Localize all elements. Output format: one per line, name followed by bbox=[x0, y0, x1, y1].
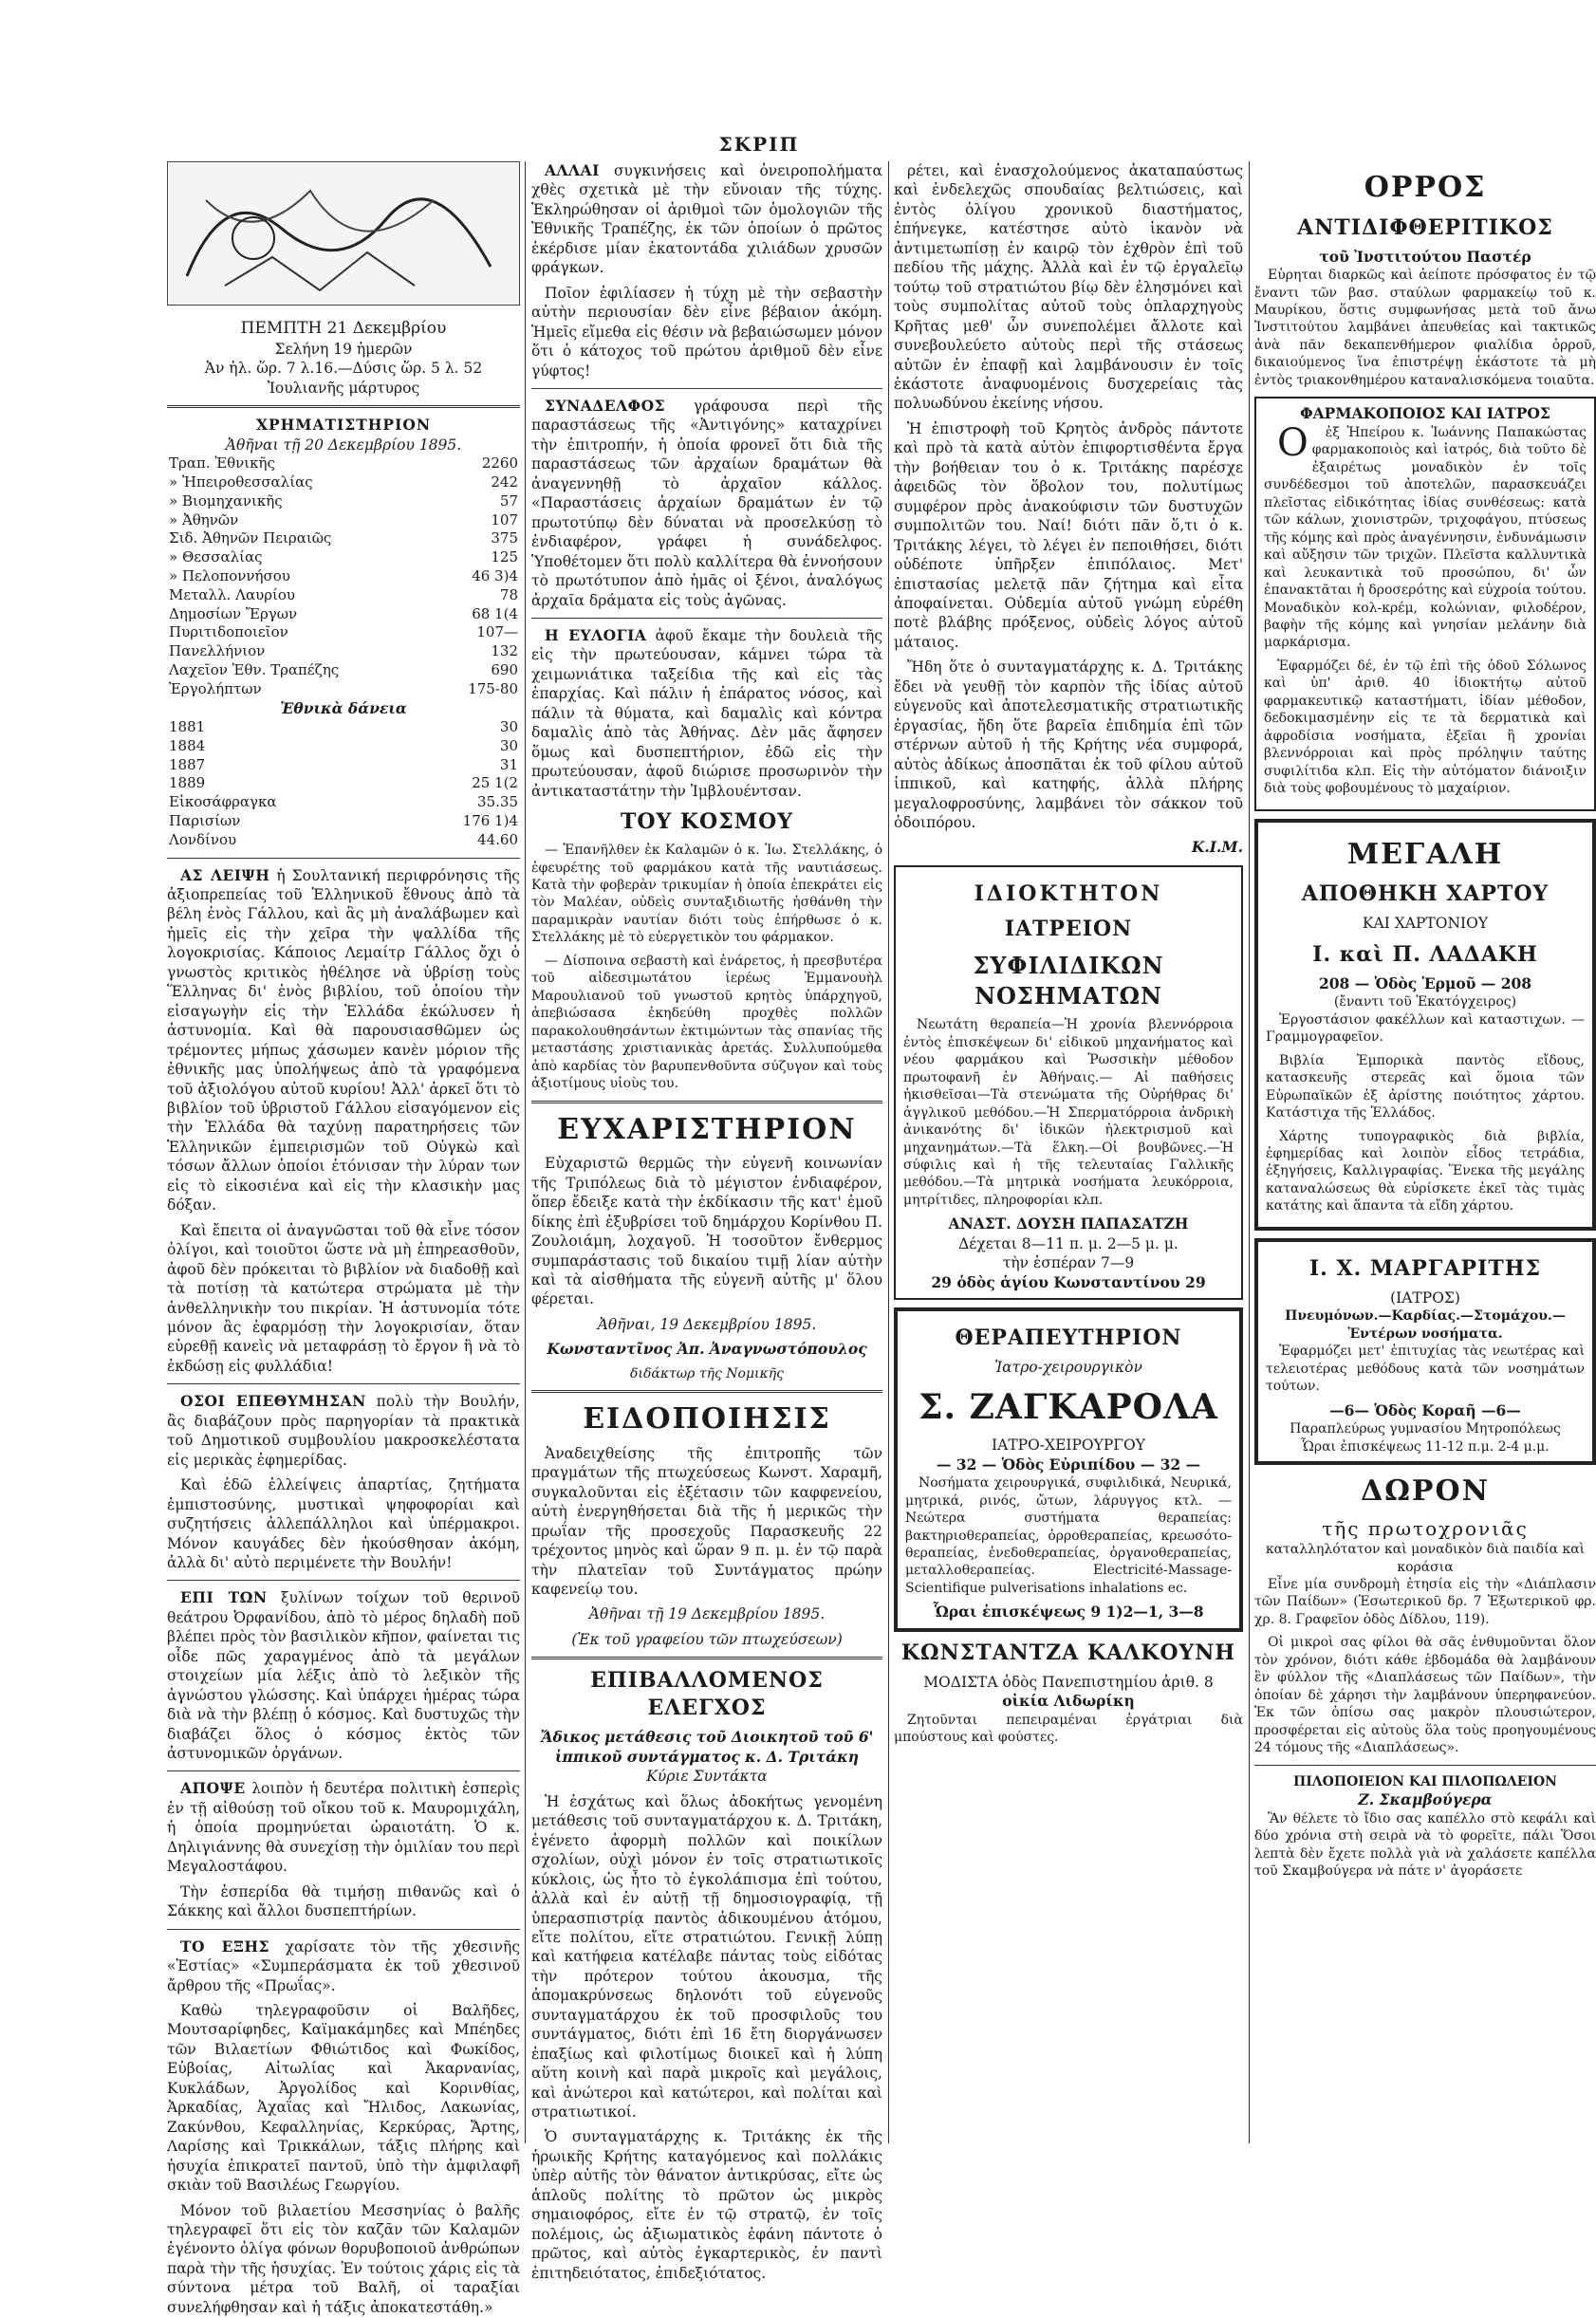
ad-text: Εἶνε μία συνδρομὴ ἐτησία εἰς τὴν «Διάπλασιν τῶν Παίδων» (Ἐσωτερικοῦ δρ. 7 Ἐξωτερικοῦ φρ. χρ. 8. Γραφεῖον ὁδὸς Δίδλου, 119). bbox=[1254, 1576, 1596, 1627]
address: 208 — Ὁδὸς Ἑρμοῦ — 208 bbox=[1318, 973, 1532, 992]
table-row bbox=[167, 774, 520, 793]
column-1 bbox=[167, 161, 521, 2316]
row-value: 242 bbox=[491, 473, 518, 491]
ad-title: ΑΠΟΘΗΚΗ ΧΑΡΤΟΥ bbox=[1301, 881, 1550, 907]
date-line: Ἀθῆναι, 19 Δεκεμβρίου 1895. bbox=[597, 1315, 817, 1333]
ad-title: ΦΑΡΜΑΚΟΠΟΙΟΣ ΚΑΙ ΙΑΤΡΟΣ bbox=[1300, 404, 1550, 423]
row-label: » Πελοποννήσου bbox=[169, 566, 290, 584]
row-label: 1887 bbox=[169, 755, 206, 773]
row-label: 1889 bbox=[169, 774, 206, 792]
ad-text: Ἂν θέλετε τὸ ἴδιο σας καπέλλο στὸ κεφάλι καὶ δύο χρόνια στὴ σειρὰ νὰ τὸ φορεῖτε, πάλι Ὅσοι λεπτὰ δὲν ἔχετε πολλὰ γιὰ νὰ χαλάσετε καπέλλα τοῦ Σκαμβούγερα νὰ πάτε ν' ἀγοράσετε bbox=[1254, 1810, 1596, 1879]
address: (ἔναντι τοῦ Ἐκατόγχειρος) bbox=[1333, 994, 1517, 1010]
row-value: 176 1)4 bbox=[462, 811, 518, 829]
clinic-ad bbox=[894, 865, 1243, 1300]
ad-title: ΔΩΡΟΝ bbox=[1360, 1474, 1491, 1509]
ad-title: ΘΕΡΑΠΕΥΤΗΡΙΟΝ bbox=[955, 1325, 1182, 1351]
row-value: 107 bbox=[491, 510, 518, 528]
ad-text: Χάρτης τυπογραφικὸς διὰ βιβλία, ἐφημερίδας καὶ λοιπὸν εἶδος τετράδια, ἐξηγήσεις, Καλλιγραφίας. Ἕνεκα τῆς μεγάλης καταναλώσεως θὰ εὑρίσκετε ἐκεῖ τὰς τιμὰς κατάτης καὶ ἅπαντα τὰ εἴδη χάρτου. bbox=[1266, 1128, 1585, 1214]
article-paragraph: — Ἐπανῆλθεν ἐκ Καλαμῶν ὁ κ. Ἰω. Στελλάκης, ὁ ἐφευρέτης τοῦ φαρμάκου κατὰ τῆς ναυτιάσεως. Κατὰ τὴν φοβερὰν τρικυμίαν ἡ ὁποία ἐπεκράτει εἰς τὸν Μαλέαν, οὐδεὶς συνταξιδιωτῆς ἠσθάνθη τὴν παραμικρὰν ναυτίαν διότι τοὺς ἐπήρθωσε ὁ κ. Στελλάκης μὲ τὸ εὐεργετικὸν του φάρμακον. bbox=[531, 843, 882, 946]
row-value: 44.60 bbox=[477, 830, 518, 848]
ad-subtitle: (ΙΑΤΡΟΣ) bbox=[1390, 1288, 1460, 1307]
table-row bbox=[167, 831, 520, 850]
article-paragraph bbox=[531, 397, 882, 610]
ad-subtitle: Ζ. Σκαμβούγερα bbox=[1358, 1790, 1493, 1809]
loans-title: Ἐθνικὰ δάνεια bbox=[280, 698, 407, 717]
ad-text: Νοσήματα χειρουργικά, συφιλιδικά, Νευρικά, μητρικά, ρινός, ὤτων, λάρυγγος κτλ. — Νεώτερα συστήματα θεραπείας: βακτηριοθεραπείας, ὀρροθεραπείας, κρεωσότο-θεραπείας, ἐνεδοθεραπείας, ὀργανοθεραπείας, μεταλλοθεραπείας. Electricité-Massage-Scientifique pulverisations inhalations ec. bbox=[905, 1475, 1232, 1596]
column-rule bbox=[888, 161, 889, 2143]
row-value: 375 bbox=[491, 529, 518, 547]
row-label: » Βιομηχανικῆς bbox=[169, 491, 283, 510]
row-label: » Ἠπειροθεσσαλίας bbox=[169, 473, 313, 491]
column-rule bbox=[1249, 161, 1250, 2143]
table-row bbox=[167, 756, 520, 775]
article-paragraph: Καὶ ἐδῶ ἐλλείψεις ἀπαρτίας, ζητήματα ἐμπιστοσύνης, μυστικαὶ ψηφοφορίαι καὶ συζητήσεις ἀλλεπάλληλοι καὶ ὑπέρμακροι. Μόνον καυγάδες δὲν ἠκούσθησαν ἀκόμη, ἀλλὰ δι' αὐτὸ περιμένετε τὴν Βουλήν! bbox=[167, 1476, 520, 1571]
article-lead: ΑΛΛΑΙ bbox=[545, 161, 600, 179]
masthead-illustration bbox=[167, 161, 520, 306]
row-label: » Ἀθηνῶν bbox=[169, 510, 239, 528]
article-text: ἡ Σουλτανική περιφρόνησις τῆς ἀξιοπρεπείας τοῦ Ἑλληνικοῦ ἔθνους ἀπὸ τὰ βέλη ἑνὸς Γάλλου, καὶ ἂς μὴ ἀναλάβωμεν καὶ ἡμεῖς εἰς τὴν χεῖρα τὴν ψαλλίδα τῆς λογοκρισίας. Κάποιος Λεμαίτρ Γάλλος ὄχι ὁ γνωστὸς κριτικὸς ἠθέλησε νὰ ὑβρίσῃ τοὺς Ἕλληνας δι' ἑνὸς βιβλίου, τοῦ ὁποίου τὴν εἰσαγωγὴν εἰς τὴν Ἑλλάδα ἐκώλυσεν ἡ ἀστυνομία. Καὶ θὰ παρουσιασθῶμεν ὡς τρέμοντες μήπως χάσωμεν κανὲν μόριον τῆς ἐθνικῆς μας ὑπολήψεως ἀπὸ τὰ γραφόμενα τοῦ ἀξιολόγου αὐτοῦ κυρίου! Ἀλλ' ἀρκεῖ ὅτι τὸ βιβλίον τοῦ ὑβριστοῦ Γάλλου εἰσαγόμενον εἰς τὴν Ἑλλάδα θὰ ταχύνῃ παρατηρήσεις τῶν Ἑλληνικῶν ἐμπειρισμῶν τοῦ Οὐγκὼ καὶ τόσων ἄλλων ὁποίοι ἐτόνισαν τὴν λύραν των εἰς τὸ εἰκοσιένα καὶ εἰς τὴν κλασικὴν μας δόξαν. bbox=[167, 866, 520, 1214]
article-paragraph bbox=[167, 1779, 520, 1876]
address: — 32 — Ὁδὸς Εὐριπίδου — 32 — bbox=[936, 1455, 1201, 1474]
ad-subtitle: Πνευμόνων.—Καρδίας.—Στομάχου.—Ἐντέρων νοσήματα. bbox=[1285, 1308, 1566, 1342]
table-row bbox=[167, 605, 520, 624]
row-value: 2260 bbox=[481, 454, 518, 473]
section-title: ΕΠΙΒΑΛΛΟΜΕΝΟΣ ΕΛΕΓΧΟΣ bbox=[590, 1668, 824, 1721]
table-row bbox=[167, 680, 520, 699]
table-row bbox=[167, 548, 520, 567]
ad-title: ΚΩΝΣΤΑΝΤΖΑ ΚΑΛΚΟΥΝΗ bbox=[900, 1640, 1236, 1665]
article-paragraph: Ἀναδειχθείσης τῆς ἐπιτροπῆς τῶν πραγμάτων τῆς πτωχεύσεως Κωνστ. Χαραμῆ, συγκαλοῦνται εἰς ἐξέτασιν τῶν καφφενείου, αὐτὴ ἐνεργηθήσεται διὰ τῆς ἡ μερικῶς τὴν πρωΐαν τῆς προσεχοῦς Παρασκευῆς 22 τρέχοντος μηνὸς καὶ ὥραν 9 π. μ. ἐν τῷ παρὰ τὴν πλατεῖαν τοῦ Συντάγματος πρώην καφενείῳ του. bbox=[531, 1444, 882, 1598]
article-paragraph bbox=[167, 1937, 520, 1995]
drop-cap: Ο bbox=[1277, 420, 1308, 465]
row-label: Εἰκοσάφραγκα bbox=[169, 793, 277, 811]
ad-subtitle: τῆς πρωτοχρονιᾶς bbox=[1322, 1516, 1529, 1540]
doctor-ad bbox=[1254, 1238, 1596, 1465]
article-lead: ΑΣ ΛΕΙΨΗ bbox=[180, 865, 270, 884]
row-value: 78 bbox=[499, 585, 518, 603]
row-label: Τραπ. Ἐθνικῆς bbox=[169, 454, 275, 473]
row-value: 690 bbox=[491, 660, 518, 678]
article-lead: ΤΟ ΕΞΗΣ bbox=[180, 1937, 269, 1956]
article-paragraph: ρέτει, καὶ ἐνασχολούμενος ἀκαταπαύστως καὶ ἐνδελεχῶς σπουδαίας βελτιώσεις, καὶ ἐντὸς ὀλίγου χρονικοῦ διαστήματος, ἐπήνεγκε, κατέστησε αὐτὸ ἱκανὸν νὰ ἀντιμετωπίσῃ ἐν καιρῷ τὸν ἐχθρὸν ἐπὶ τοῦ πεδίου τῆς μάχης. Ἀλλὰ καὶ ἐν τῷ ἐργαλεῖῳ τούτῳ τοῦ στρατιώτου βίῳ δὲν ἐλησμόνει καὶ τοὺς συμπολίτας αὐτοῦ τοὺς ὁπλαρχηγοὺς Κρῆτας μεθ' ὧν συνεπολέμει ἄλλοτε καὶ συνεβουλεύετο αὐτοὺς περὶ τῆς στάσεως αὐτῶν ἐν ἐπαφῇ καὶ λαμβάνουσιν ἐν τοῖς ἑκάστοτε ἀναφυομένοις δυσχερείαις τὰς πολυωδύνου ἐκείνης νήσου. bbox=[894, 162, 1243, 413]
therapy-ad bbox=[894, 1307, 1243, 1632]
saint-day: Ἰουλιανῆς μάρτυρος bbox=[267, 379, 420, 397]
ad-text: ἐξ Ἠπείρου κ. Ἰωάννης Παπακώστας φαρμακοποιὸς καὶ ἰατρός, διὰ τοῦτο δὲ ἐξαιρέτως μοναδικὸν ἐν τοῖς συνδέδεσμοι τοῦ ἀποτελῶν, παρασκευάζει πλεῖστας εἰδικότητας ἰδίας συνθέσεως: κατὰ τῶν κάλων, χιονιστρῶν, τριχοφάγου, πτύσεως τῆς κόμης καὶ πρὸς ἀναγέννησιν, ἐνδυνάμωσιν καὶ αὔξησιν τῶν τριχῶν. Πλεῖστα καλλυντικὰ καὶ λευκαντικὰ τοῦ προσώπου, δι' ὧν ἐπανακτᾶται ἡ δροσερότης καὶ εὐχροία τούτου. Μοναδικὸν κολ-κρέμ, κολώνιαν, φιλοδέρον, βαφὴν τῆς κόμης καὶ γνησίαν μελάνην διὰ μαρκάρισμα. bbox=[1264, 424, 1587, 651]
table-row bbox=[167, 473, 520, 492]
moon-phase: Σελήνη 19 ἡμερῶν bbox=[274, 340, 413, 358]
doctor-name: ΑΝΑΣΤ. ΔΟΥΣΗ ΠΑΠΑΣΑΤΖΗ bbox=[948, 1214, 1189, 1233]
row-value: 35.35 bbox=[477, 793, 518, 811]
ad-title: Σ. ΖΑΓΚΑΡΟΛΑ bbox=[919, 1386, 1218, 1427]
table-row bbox=[167, 718, 520, 737]
signature-role: διδάκτωρ τῆς Νομικῆς bbox=[630, 1365, 784, 1381]
table-row bbox=[167, 642, 520, 661]
table-row bbox=[167, 567, 520, 586]
ad-text: Ζητοῦνται πεπειραμέναι ἐργάτριαι διὰ μπούστους καὶ φούστες. bbox=[894, 1712, 1243, 1746]
signature: (Ἐκ τοῦ γραφείου τῶν πτωχεύσεων) bbox=[571, 1630, 843, 1648]
ad-text: Οἱ μικροὶ σας φίλοι θὰ σᾶς ἐνθυμοῦνται ὅλον τὸν χρόνον, διότι κάθε ἑβδομάδα θὰ λαμβάνουν ἓν φύλλον τῆς «Διαπλάσεως τῶν Παίδων», τὴν ὁποίαν δὲ χάρησι τὴν λαμβάνουν ὑπερηφανεύον. Ἐκ τῶν ὀπίσω σας μακρὸν πλουσιώτερον, προσφέρεται εἰς αὐτοὺς ὅλα τοὺς προηγουμένους 24 τόμους τῆς «Διαπλάσεως». bbox=[1254, 1635, 1596, 1756]
ad-title: ΑΝΤΙΔΙΦΘΕΡΙΤΙΚΟΣ bbox=[1297, 214, 1553, 240]
article-paragraph: Καθὼ τηλεγραφοῦσιν οἱ Βαλῆδες, Μουτσαρίφηδες, Καϊμακάμηδες καὶ Μπέηδες τῶν Βιλαετίων Φθιώτιδος καὶ Φωκίδος, Εὐβοίας, Αἰτωλίας καὶ Ἀκαρνανίας, Κυκλάδων, Ἀργολίδος καὶ Κορινθίας, Ἀρκαδίας, Ἀχαΐας καὶ Ἤλιδος, Λακωνίας, Ζακύνθου, Κεφαλληνίας, Κερκύρας, Ἄρτης, Λαρίσης καὶ Τρικκάλων, τάξις πλήρης καὶ ἡσυχία ἐπικρατεῖ παντοῦ, ὑπὸ τὴν ἀμφιλαφῆ σκιὰν τοῦ Βασιλέως Γεωργίου. bbox=[167, 2002, 520, 2195]
ad-title: ΣΥΦΙΛΙΔΙΚΩΝ ΝΟΣΗΜΑΤΩΝ bbox=[973, 951, 1164, 1010]
ad-text: Εὑρηται διαρκῶς καὶ ἀείποτε πρόσφατος ἐν τῷ ἔναντι τῶν βασ. σταύλων φαρμακείῳ τοῦ κ. Μαυρίκου, ὅστις συμφωνήσας μετὰ τοῦ ἄνω Ἰνστιτούτου λαμβάνει ἀπευθείας καὶ τακτικῶς ἀνὰ πᾶν δεκαπενθήμερον φιαλίδια ὀρροῦ, δικαιούμενος ἵνα ἐπιστρέψῃ ἑκάστοτε τὰ μὴ ἐντὸς τριακονθημέρου καταναλισκόμενα τοιαῦτα. bbox=[1254, 268, 1596, 388]
article-lead: ΕΠΙ ΤΩΝ bbox=[180, 1588, 268, 1607]
row-label: Λονδίνου bbox=[169, 830, 237, 848]
row-label: Δημοσίων Ἔργων bbox=[169, 604, 298, 622]
row-label: Παρισίων bbox=[169, 811, 241, 829]
row-value: 30 bbox=[499, 717, 518, 735]
row-label: Πανελλήνιον bbox=[169, 642, 266, 660]
column-3 bbox=[894, 161, 1243, 2143]
column-4 bbox=[1254, 161, 1596, 2143]
article-lead: ΑΠΟΨΕ bbox=[180, 1779, 246, 1798]
article-text: ξυλίνων τοίχων τοῦ θερινοῦ θεάτρου Ὀρφανίδου, ἀπὸ τὸ μέρος δηλαδὴ ποῦ βλέπει πρὸς τὸν βασιλικὸν κῆπον, φαίνεται τις οἶδε πῶς χαραγμένος ἀπὸ τὰ μεγάλων στοιχείων μία λέξις ἀπὸ τὸ λεξικὸν τῆς ἀγνώστου γλώσσης. Καὶ ὑπάρχει ἡμέρας τώρα διὰ νὰ τὴν βλέπῃ ὁ κόσμος. Καὶ δυστυχῶς τὴν διαβάζει ὅλος ὁ κόσμος ἐκτὸς τῶν ἀστυνομικῶν ὀργάνων. bbox=[167, 1589, 521, 1763]
sun-times: Ἀν ἡλ. ὥρ. 7 λ.16.—Δύσις ὥρ. 5 λ. 52 bbox=[204, 360, 483, 378]
section-title: ΤΟΥ ΚΟΣΜΟΥ bbox=[621, 809, 793, 835]
ad-text: Ἐργοστάσιον φακέλλων καὶ καταστιχων. — Γραμμογραφεῖον. bbox=[1266, 1011, 1585, 1046]
address: ΜΟΔΙΣΤΑ ὁδὸς Πανεπιστημίου ἀριθ. 8 bbox=[923, 1673, 1214, 1691]
article-text: χαρίσατε τὸν τῆς χθεσινῆς «Ἑστίας» «Συμπεράσματα ἐκ τοῦ χθεσινοῦ ἄρθρου τῆς «Πρωΐας». bbox=[167, 1937, 520, 1994]
row-label: Λαχεῖον Ἐθν. Τραπέζης bbox=[169, 660, 340, 678]
ad-title: ΙΑΤΡΕΙΟΝ bbox=[1004, 916, 1133, 941]
table-row bbox=[167, 812, 520, 831]
stock-table bbox=[167, 454, 520, 698]
row-value: 46 3)4 bbox=[472, 566, 518, 584]
row-value: 175-80 bbox=[468, 679, 518, 697]
article-lead: Η ΕΥΛΟΓΙΑ bbox=[545, 625, 647, 644]
row-label: Πυριτιδοποιεῖον bbox=[169, 623, 288, 641]
article-text: λοιπὸν ἡ δευτέρα πολιτικὴ ἑσπερὶς ἐν τῇ αἰθούσῃ τοῦ οἴκου τοῦ κ. Μαυρομιχάλη, ἡ ὁποία προμηνύεται ὡραιοτάτη. Ὁ κ. Δηλιγιάννης θὰ συνεχίσῃ τὴν ὁμιλίαν του περὶ Μεγαλοστάφου. bbox=[167, 1780, 520, 1876]
loans-table bbox=[167, 718, 520, 850]
signature: Κωνσταντῖνος Ἀπ. Ἀναγνωστόπουλος bbox=[547, 1340, 867, 1359]
table-row bbox=[167, 454, 520, 473]
article-paragraph: Ποῖον ἐφιλίασεν ἡ τύχη μὲ τὴν σεβαστὴν αὐτὴν περιουσίαν δὲν εἶνε βέβαιον ἀκόμη. Ἡμεῖς εἴμεθα εἰς θέσιν νὰ βεβαιώσωμεν μόνον ὅτι ὁ κάτοχος τοῦ πρώτου ἀριθμοῦ δὲν εἶνε γύφτος! bbox=[531, 284, 882, 380]
table-row bbox=[167, 492, 520, 511]
paper-warehouse-ad bbox=[1254, 819, 1596, 1231]
article-paragraph bbox=[167, 866, 520, 1215]
ad-title: Ι. καὶ Π. ΛΑΔΑΚΗ bbox=[1312, 941, 1538, 967]
row-value: 57 bbox=[499, 491, 518, 510]
hours: Δέχεται 8—11 π. μ. 2—5 μ. μ. bbox=[958, 1234, 1178, 1252]
table-row bbox=[167, 661, 520, 680]
row-value: 25 1(2 bbox=[472, 774, 518, 792]
hours: τὴν ἑσπέραν 7—9 bbox=[1002, 1254, 1135, 1272]
address: Παραπλεύρως γυμνασίου Μητροπόλεως bbox=[1290, 1421, 1561, 1437]
section-title: ΕΙΔΟΠΟΙΗΣΙΣ bbox=[583, 1402, 831, 1437]
article-lead: ΟΣΟΙ ΕΠΕΘΥΜΗΣΑΝ bbox=[180, 1392, 366, 1411]
article-paragraph: Ὁ συνταγματάρχης κ. Τριτάκης ἐκ τῆς ἡρωικῆς Κρήτης καταγόμενος καὶ πολλάκις ὑπὲρ αὐτῆς τὸν θάνατον ἀντικρύσας, εἴτε ὡς ἁπλοῦς πολίτης τὸ πρῶτον ὡς μικρὸς σημαιοφόρος, εἴτε ἐν τῷ στρατῷ, ἐν τοῖς πολέμοις, ὡς ἀξιωματικὸς ἐφάνη πάντοτε ὁ πρῶτος, καὶ αὐτὸς ἐγκαρτερικὸς, ἐν παντὶ ἐπιτηδειότατος, ἐπιδεξιότατος. bbox=[531, 2128, 882, 2282]
ad-title: ΙΔΙΟΚΤΗΤΟΝ bbox=[974, 880, 1163, 906]
ad-text: Ἐφαρμόζει μετ' ἐπιτυχίας τὰς νεωτέρας καὶ τελειοτέρας μεθόδους κατὰ τῶν νοσημάτων τούτων. bbox=[1266, 1344, 1585, 1395]
ad-subtitle: τοῦ Ἰνστιτούτου Παστέρ bbox=[1319, 247, 1531, 266]
address: —6— Ὁδὸς Κοραῆ —6— bbox=[1329, 1400, 1521, 1419]
article-paragraph: Τὴν ἑσπερίδα θὰ τιμήσῃ πιθανῶς καὶ ὁ Σάκκης καὶ ἄλλοι δυσπεπτήρίων. bbox=[167, 1882, 520, 1920]
ad-text: Νεωτάτη θεραπεία—Ἡ χρονία βλεννόρροια ἐντὸς ἐπισκέψεων δι' εἰδικοῦ μηχανήματος καὶ νέου φαρμάκου καὶ Ῥωσσικὴν μέθοδον πρωτοφανῆ ἐν Ἀθήναις.— Αἱ παθήσεις ἠκισθεῖσαι—Τὰ στενώματα τῆς Οὐρήθρας δι' ἀγγλικοῦ μεθόδου.—Ἡ Σπερματόρροια ἀνδρικὴ ἀνικανότης δι' ἰδικῶν ἠλεκτρισμοῦ καὶ μηχανημάτων.—Τὰ ἕλκη.—Οἱ βουβῶνες.—Ἡ σύφιλις καὶ ἡ τῆς τελευταίας Γαλλικῆς μεθόδου.—Τὰ μητρικὰ νοσήματα λευκόρροια, μητρίτιδες, πληροφορίαι κλπ. bbox=[903, 1017, 1234, 1208]
article-paragraph bbox=[167, 1588, 520, 1763]
ad-title: ΜΕΓΑΛΗ bbox=[1346, 837, 1504, 871]
market-date: Ἀθῆναι τῇ 20 Δεκεμβρίου 1895. bbox=[225, 436, 462, 454]
masthead: ΣΚΡΙΠ bbox=[718, 133, 800, 156]
issue-date: ΠΕΜΠΤΗ 21 Δεκεμβρίου bbox=[240, 319, 447, 339]
article-paragraph bbox=[167, 1392, 520, 1470]
table-row bbox=[167, 511, 520, 530]
article-lead: ΣΥΝΑΔΕΛΦΟΣ bbox=[545, 396, 666, 415]
row-value: 31 bbox=[499, 755, 518, 773]
ad-text bbox=[1264, 420, 1587, 652]
ad-title: ΠΙΛΟΠΟΙΕΙΟΝ ΚΑΙ ΠΙΛΟΠΩΛΕΙΟΝ bbox=[1293, 1773, 1557, 1789]
market-title: ΧΡΗΜΑΤΙΣΤΗΡΙΟΝ bbox=[255, 416, 431, 435]
table-row bbox=[167, 623, 520, 642]
ad-text: Ἐφαρμόζει δέ, ἐν τῷ ἐπὶ τῆς ὁδοῦ Σόλωνος καὶ ὑπ' ἀριθ. 40 ἰδιοκτήτῳ αὐτοῦ φαρμακευτικῷ καταστήματι, ἰδίαν μέθοδον, δεδοκιμασμένην εἰς τε τὰ δερματικὰ καὶ ἀφροδίσια νοσήματα, ἐξεῖαι ἢ χρονίαι βλεννόρροιαι καὶ πρὸς πρόληψιν ταύτης συφιλίτιδα κλπ. Εἰς τὴν αὐτόματον διάνοιξιν διὰ τοὺς φοβουμένους τὸ μαχαίριον. bbox=[1264, 658, 1587, 797]
pharmacist-ad bbox=[1254, 397, 1596, 810]
article-paragraph: — Δίσποινα σεβαστὴ καὶ ἐνάρετος, ἡ πρεσβυτέρα τοῦ αἰδεσιμωτάτου ἱερέως Ἐμμανουὴλ Μαρουλιανοῦ τοῦ γνωστοῦ κρητὸς ὑπάρχηγοῦ, ἀπεβιώσασα ἐκηδεύθη προχθὲς πολλῶν παρακολουθησάντων ἐκτιμώντων τὰς σπανίας τῆς μεταστάσης χριστιανικὰς ἀρετάς. Συλλυπούμεθα ἀπὸ καρδίας τὸν βαρυπενθοῦντα σύζυγον καὶ τοὺς ἀξιοτίμους υἱοὺς του. bbox=[531, 953, 882, 1092]
row-value: 132 bbox=[491, 642, 518, 660]
ad-text: Βιβλία Ἐμπορικὰ παντὸς εἴδους, κατασκευῆς στερεᾶς καὶ ὅμοια τῶν Εὐρωπαϊκῶν ἐξ ἀρίστης ποιότητος χάρτου. Κατάστιχα τῆς Ἑλλάδος. bbox=[1266, 1052, 1585, 1121]
ad-title: ΟΡΡΟΣ bbox=[1364, 171, 1487, 204]
row-label: 1881 bbox=[169, 717, 206, 735]
section-subtitle: Ἄδικος μετάθεσις τοῦ Διοικητοῦ τοῦ 6' ἱππικοῦ συντάγματος κ. Δ. Τριτάκη bbox=[540, 1728, 874, 1766]
article-text: πολὺ τὴν Βουλήν, ἂς διαβάζουν πρὸς παρηγορίαν τὰ πρακτικὰ τοῦ Δημοτικοῦ συμβουλίου μακροσκελέστατα εἰς μερικὰς ἐφημερίδας. bbox=[167, 1393, 520, 1469]
article-paragraph: Εὐχαριστῶ θερμῶς τὴν εὐγενῆ κοινωνίαν τῆς Τριπόλεως διὰ τὸ μέγιστον ἐνδιαφέρον, ὅπερ ἔδειξε κατὰ τὴν ἐκδίκασιν τῆς κατ' ἐμοῦ δίκης ἐπὶ ἐξυβρίσει τοῦ δημάρχου Κορίνθου Π. Ζουλοιάμη, λοχαγοῦ. Ἡ τοσοῦτον ἔνθερμος συμπαράστασις τοῦ δικαίου τιμῇ λίαν αὐτὴν καὶ τὰ αἰσθήματα τῆς εὐγενῆ αὐτῆς μ' ὅλου φέρεται. bbox=[531, 1155, 882, 1308]
article-paragraph bbox=[531, 626, 882, 801]
row-label: » Θεσσαλίας bbox=[169, 548, 263, 566]
address: 29 ὁδὸς ἁγίου Κωνσταντίνου 29 bbox=[931, 1272, 1206, 1291]
hours: Ὧραι ἐπισκέψεως 11-12 π.μ. 2-4 μ.μ. bbox=[1301, 1438, 1550, 1455]
article-paragraph: Ἤδη ὅτε ὁ συνταγματάρχης κ. Δ. Τριτάκης ἔδει νὰ γευθῇ τὸν καρπὸν τῆς ἰδίας αὐτοῦ εὐγενοῦς καὶ ἀποτελεσματικῆς στρατιωτικῆς ἐργασίας, ἤδη ὅτε βαρεῖα ἐπιδημία ἐπὶ τῶν στέρνων αὐτοῦ ἡ τῆς Κρήτης νέα συμφορά, αὐτὸς ἀδίκως ἀποσπᾶται ἐκ τοῦ φίλου αὐτοῦ ἱππικοῦ, καὶ κατηφής, ἀλλὰ πλήρης μεγαλοφροσύνης, λαμβάνει τὸν σάκκον τοῦ ὁδοιπόρου. bbox=[894, 658, 1243, 831]
ad-subtitle: καταλληλότατον καὶ μοναδικὸν διὰ παιδία καὶ κοράσια bbox=[1265, 1542, 1586, 1575]
hours: Ὧραι ἐπισκέψεως 9 1)2—1, 3—8 bbox=[933, 1603, 1204, 1622]
column-2 bbox=[531, 161, 883, 2282]
article-paragraph: Ἡ ἐσχάτως καὶ ὅλως ἀδοκήτως γενομένη μετάθεσις τοῦ συνταγματάρχου κ. Δ. Τριτάκη, ἐγένετο ἀφορμὴ πολλῶν καὶ ποικίλων σχολίων, οὐχὶ μόνον ἐν τοῖς στρατιωτικοῖς κύκλοις, ὡς ἦτο τὸ ἐγκολάπισμα ἐπὶ τούτου, ἀλλὰ καὶ ἐν αὐτῇ τῇ δημοσιογραφίᾳ, τῇ ὑπερασπιστρίᾳ παντὸς ἀδικουμένου ἀτόμου, εἴτε πολίτου, εἴτε στρατιώτου. Γενικῇ λύπῃ καὶ κατήφεια κατέλαβε πάντας τοὺς εἰδότας τὴν πρότερον τούτου ἀκουσμα, τῆς ἀπομακρύνσεως δηλονότι τοῦ εὐγενοῦς συνταγματάρχου ἐκ τοῦ προσφιλοῦς του συντάγματος, διότι ἐπὶ 16 ἔτη διοργάνωσεν ἐπαξίως καὶ φιλοτίμως διοικεῖ καὶ ἡ λύπη αὕτη κοινὴ καὶ παρὰ μικροῖς καὶ μεγάλοις, καὶ ἀνώτεροι καὶ κατώτεροι, καὶ πολίται καὶ στρατιωτικοί. bbox=[531, 1792, 882, 2122]
row-value: 30 bbox=[499, 736, 518, 754]
table-row bbox=[167, 737, 520, 756]
row-value: 107— bbox=[476, 623, 518, 641]
article-paragraph: Μόνον τοῦ βιλαετίου Μεσσηνίας ὁ βαλῆς τηλεγραφεῖ ὅτι εἰς τὸν καζᾶν τῶν Καλαμῶν ἐγένοντο ὀλίγα φόνων θορυβοποιοῦ ἀνθρώπων παρὰ τὴν τῆς ἡσυχίας. Ἐν τούτοις χάρις εἰς τὰ σύντονα μέτρα τοῦ Βαλῆ, οἱ ταραξίαι συνελήφθησαν καὶ ἡ τάξις ἀποκατεστάθη.» bbox=[167, 2201, 520, 2316]
article-paragraph bbox=[531, 161, 882, 278]
table-row bbox=[167, 793, 520, 812]
row-label: Σιδ. Ἀθηνῶν Πειραιῶς bbox=[169, 529, 332, 547]
row-label: Ἐργολήπτων bbox=[169, 679, 262, 697]
ad-subtitle: Ἰατρο-χειρουργικὸν bbox=[994, 1359, 1142, 1377]
article-paragraph: Καὶ ἔπειτα οἱ ἀναγνῶσται τοῦ θὰ εἶνε τόσον ὀλίγοι, καὶ τοιοῦτοι ὥστε νὰ μὴ ἐπηρεασθοῦν, ἀφοῦ δὲν πρόκειται τὸ βιβλίον νὰ διαδοθῇ καὶ τὰ ποτίσῃ τὰ κατώτερα στρώματα μὲ τὴν ἀνθελληνικὴν του πικρίαν. Ἡ ἀστυνομία τότε μόνον ἂς ἐφαρμόσῃ τὴν λογοκρισίαν, ὅταν εὑρεθῇ κανεὶς νὰ μεταφράσῃ τὸ ἔργον ἢ νὰ τὸ ἐκδώσῃ εἰς φυλλάδια! bbox=[167, 1221, 520, 1375]
section-title: ΕΥΧΑΡΙΣΤΗΡΙΟΝ bbox=[557, 1112, 857, 1146]
column-rule bbox=[525, 161, 526, 2143]
article-text: ἀφοῦ ἔκαμε τὴν δουλειὰ τῆς εἰς τὴν πρωτεύουσαν, κάμνει τώρα τὰ χειμωνιάτικα ταξείδια τῆς καὶ εἰς τὰς ἐπαρχίας. Καὶ πάλιν ἡ ἐπάρατος νόσος, καὶ πάλιν τὰ θύματα, καὶ δαμαλὶς καὶ κόντρα δαμαλὶς ἀπὸ τὰς Ἀθήνας. Δὲν μᾶς ἄφησεν ὅμως καὶ δυσπεπτήριον, ἐδῶ εἰς τὴν πρωτεύουσαν, ἀφοῦ διώρισε προσωρινὸν τὴν ἀντικαταστάτην τὴν Ἰμβλουέντσαν. bbox=[531, 626, 883, 800]
table-row bbox=[167, 529, 520, 548]
article-paragraph: Ἡ ἐπιστροφὴ τοῦ Κρητὸς ἀνδρὸς πάντοτε καὶ πρὸ τὰ κατὰ αὐτὸν ἐπιφορτισθέντα ἔργα τὴν βοήθειαν του ὁ κ. Τριτάκης παρέσχε ἀφειδῶς τὸν ὅβολον του, πολυτίμως συμφέρον πρὸς ἀνακούφισιν τῶν δυστυχῶν συμπολιτῶν του. Ναί! διότι πᾶν ὅ,τι ὁ κ. Τριτάκης λέγει, τὸ λέγει ἐν πεποιθήσει, διότι οὐδέποτε ὑπῆρξεν ἐπιπόλαιος. Μετ' ἐπιστασίας μελετᾷ πᾶν ζήτημα καὶ εἶτα ἀποφαίνεται. Οὐδεμία αὐτοῦ γνώμη εὑρέθη ποτὲ βλάβης πρόξενος, οὐδεὶς λόγος αὐτοῦ μάταιος. bbox=[894, 419, 1243, 651]
ad-title: Ι. Χ. ΜΑΡΓΑΡΙΤΗΣ bbox=[1308, 1255, 1542, 1281]
article-text: συγκινήσεις καὶ ὀνειροπολήματα χθὲς σχετικὰ μὲ τὴν εὔνοιαν τῆς τύχης. Ἐκληρώθησαν οἱ ἀριθμοὶ τῶν ὁμολογιῶν τῆς Ἐθνικῆς Τραπέζης, ἐκ τῶν ὁποίων ὁ πρῶτος ἐκέρδισε μίαν ἑκατοντάδα χιλιάδων χρυσῶν φράγκων. bbox=[531, 162, 882, 277]
row-value: 68 1(4 bbox=[472, 604, 518, 622]
row-value: 125 bbox=[491, 548, 518, 566]
row-label: Μεταλλ. Λαυρίου bbox=[169, 585, 296, 603]
salutation: Κύριε Συντάκτα bbox=[646, 1768, 768, 1786]
date-line: Ἀθῆναι τῇ 19 Δεκεμβρίου 1895. bbox=[588, 1605, 826, 1623]
ad-subtitle: ΚΑΙ ΧΑΡΤΟΝΙΟΥ bbox=[1362, 915, 1489, 933]
row-label: 1884 bbox=[169, 736, 206, 754]
table-row bbox=[167, 586, 520, 605]
address: οἰκία Λιδωρίκη bbox=[1002, 1692, 1135, 1711]
signature: Κ.Ι.Μ. bbox=[1191, 838, 1243, 857]
ad-subtitle: ΙΑΤΡΟ-ΧΕΙΡΟΥΡΓΟΥ bbox=[992, 1437, 1145, 1455]
article-text: γράφουσα περὶ τῆς παραστάσεως τῆς «Ἀντιγόνης» καταχρίνει τὴν ἐπιτροπήν, ἡ ὁποία φρονεῖ ὅτι διὰ τῆς παραστάσεως τῶν ἀρχαίων δραμάτων θὰ ἀναγεννηθῇ τὸ ἀρχαῖον κάλλος. «Παραστάσεις ἀρχαίων δραμάτων ἐν τῷ πρωτοτύπῳ δὲν δύναται νὰ προσελκύσῃ τὸ ἐνδιαφέρον, γράφει ἡ συνάδελφος. Ὑποθέτομεν ὅτι πολὺ καλλίτερα θὰ ἐννοήσουν τὸ πρωτότυπον ἀπὸ ἡμᾶς οἱ ξένοι, ἀναλόγως ἀρχαῖα δράματα εἰς τοὺς ἀγῶνας. bbox=[531, 397, 882, 609]
